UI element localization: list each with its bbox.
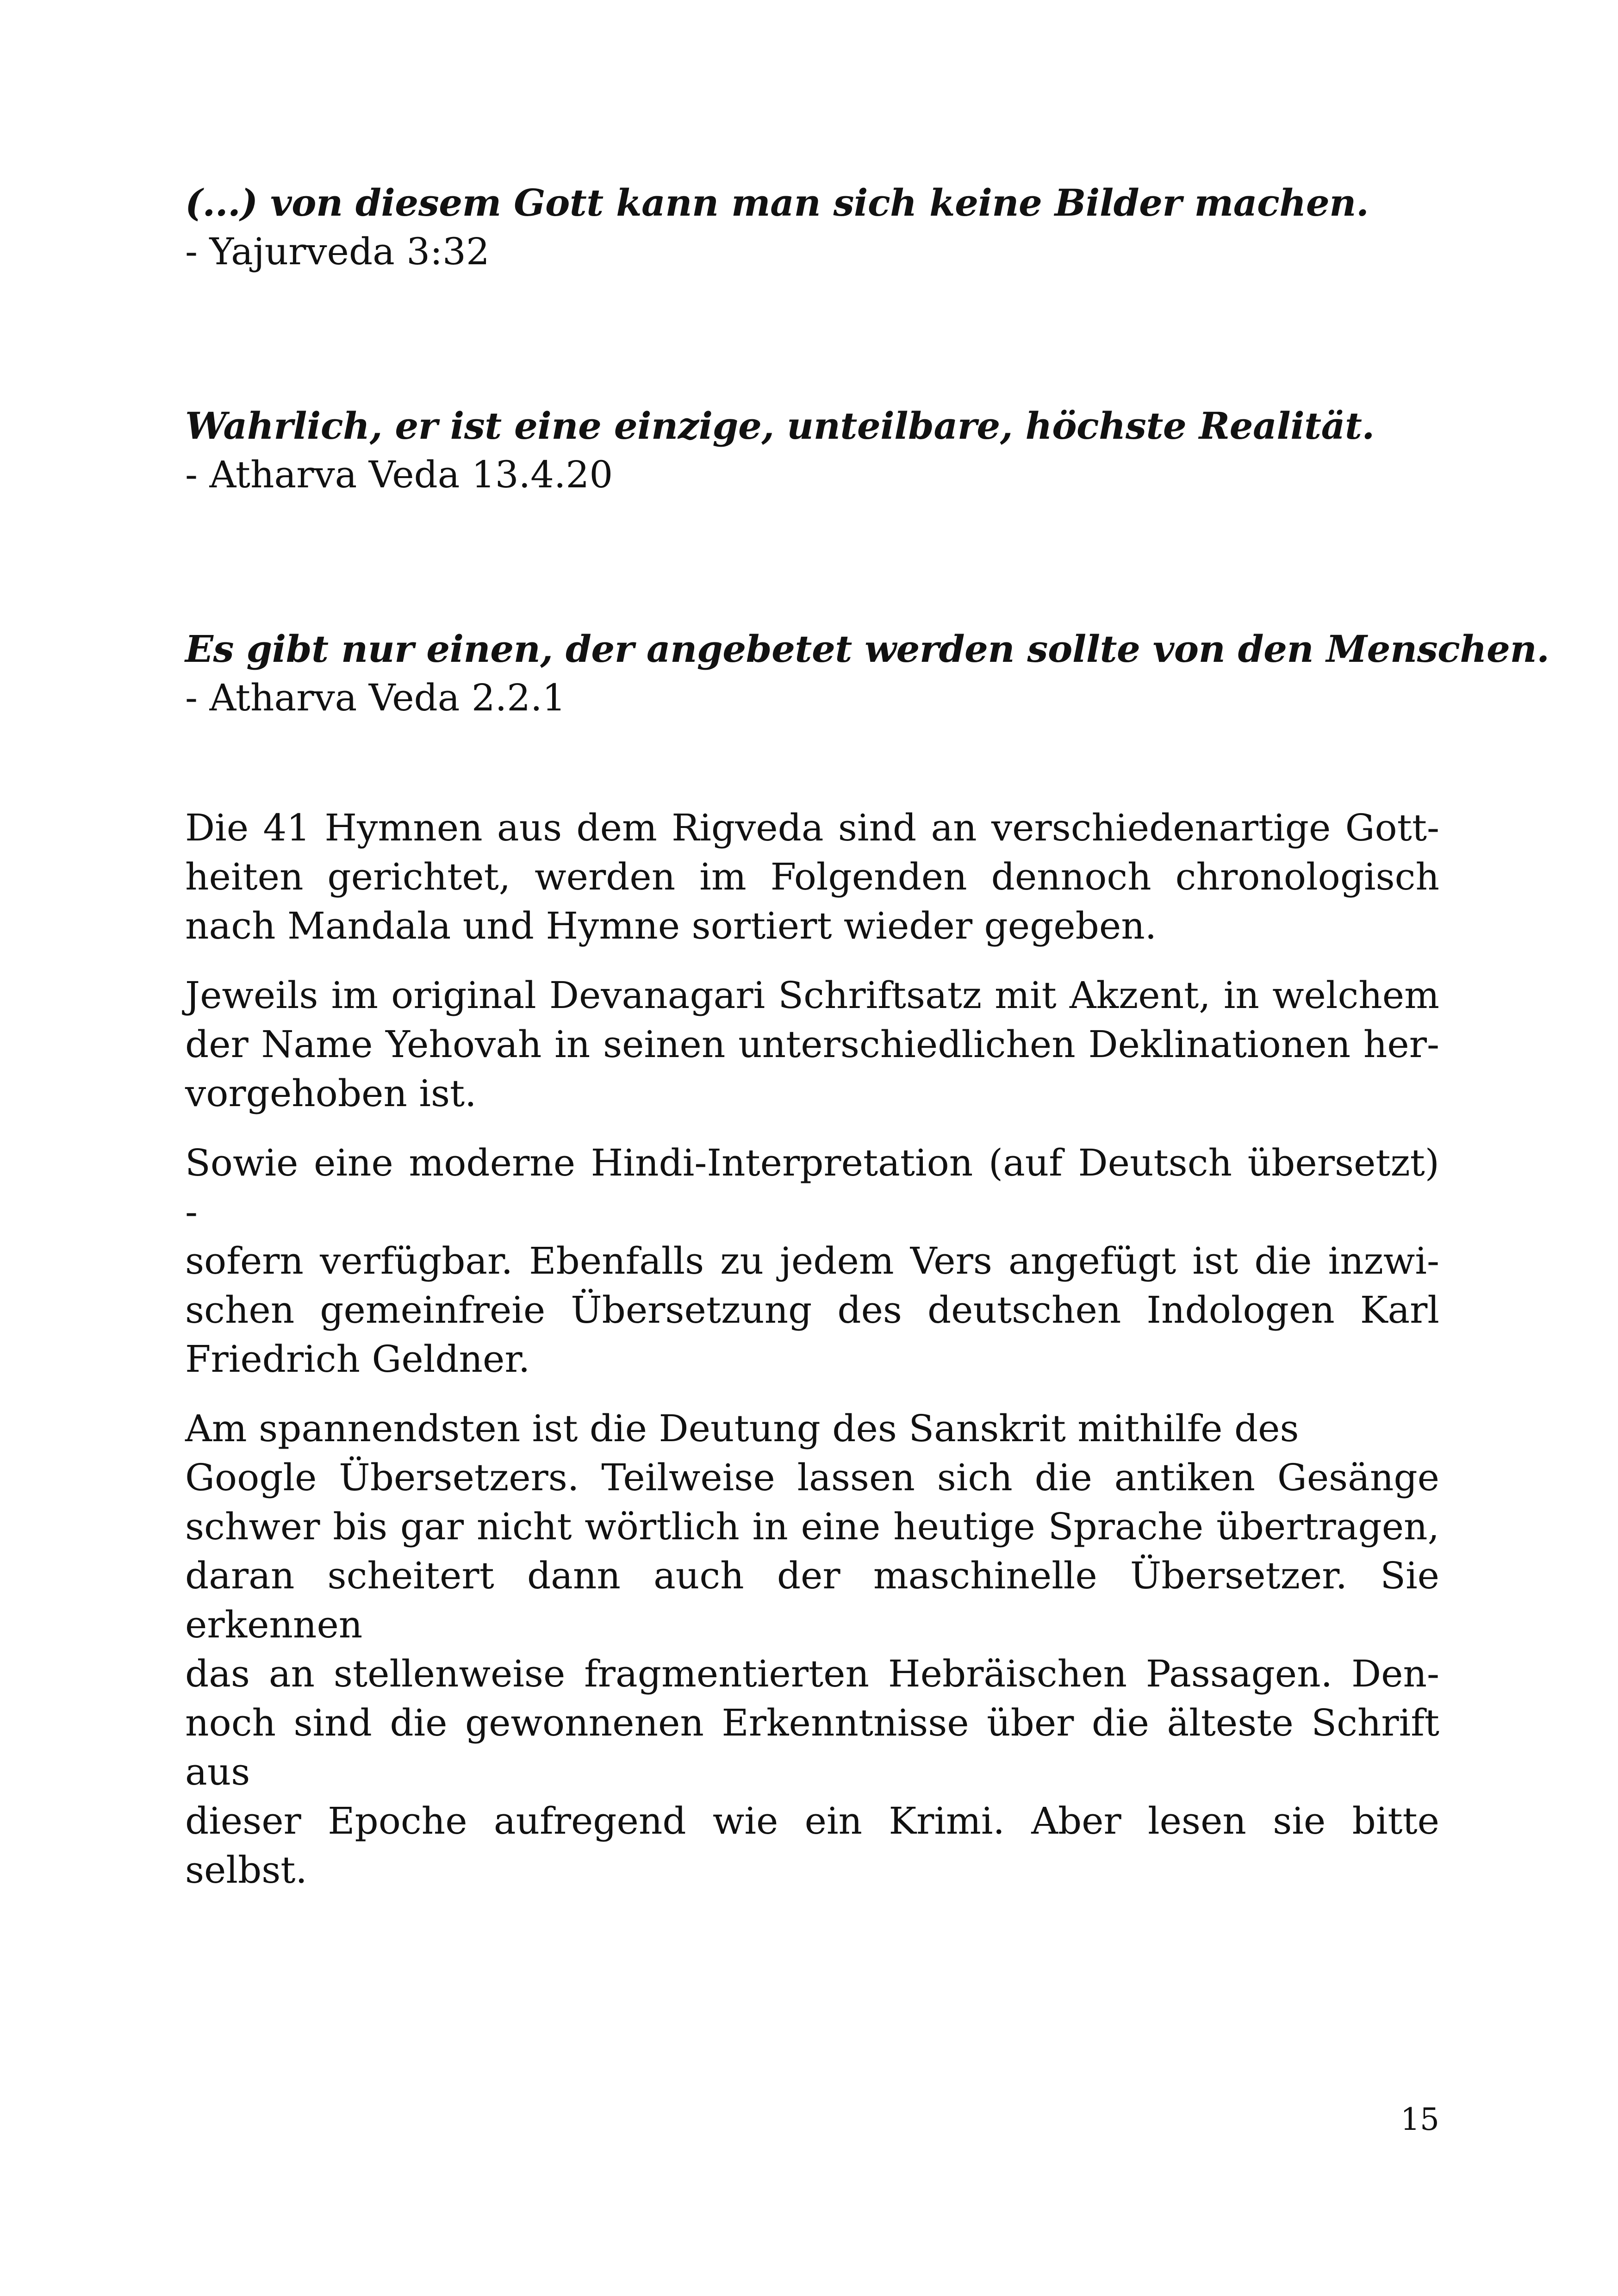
body-paragraph: [185, 1404, 1439, 1895]
paragraph-line: schwer bis gar nicht wörtlich in eine heutige Sprache übertragen,: [185, 1505, 1439, 1548]
paragraph-line: Sowie eine moderne Hindi-Interpretation (auf Deutsch übersetzt) -: [185, 1141, 1439, 1233]
paragraph-line: das an stellenweise fragmentierten Hebräischen Passagen. Den-: [185, 1652, 1439, 1695]
paragraph-line: vorgehoben ist.: [185, 1072, 477, 1115]
page-content: [185, 178, 1550, 1915]
quote-source: - Atharva Veda 13.4.20: [185, 453, 613, 496]
quote-text: Wahrlich, er ist eine einzige, unteilbare, höchste Realität.: [185, 404, 1375, 448]
paragraph-line: Die 41 Hymnen aus dem Rigveda sind an verschiedenartige Gott-: [185, 806, 1439, 849]
quote-source: - Atharva Veda 2.2.1: [185, 676, 566, 719]
paragraph-line: dieser Epoche aufregend wie ein Krimi. Aber lesen sie bitte selbst.: [185, 1799, 1439, 1892]
quote-block: [185, 178, 1439, 276]
quote-source: - Yajurveda 3:32: [185, 230, 490, 273]
paragraph-line: Jeweils im original Devanagari Schriftsatz mit Akzent, in welchem: [185, 974, 1439, 1017]
paragraph-line: daran scheitert dann auch der maschinelle Übersetzer. Sie erkennen: [185, 1554, 1439, 1646]
paragraph-line: heiten gerichtet, werden im Folgenden dennoch chronologisch: [185, 855, 1439, 898]
quote-block: [185, 624, 1550, 722]
paragraph-line: Am spannendsten ist die Deutung des Sanskrit mithilfe des: [185, 1407, 1299, 1450]
paragraph-line: Friedrich Geldner.: [185, 1338, 530, 1381]
body-paragraph: [185, 971, 1439, 1118]
quote-text: (...) von diesem Gott kann man sich keine Bilder machen.: [185, 181, 1369, 224]
paragraph-line: Google Übersetzers. Teilweise lassen sich die antiken Gesänge: [185, 1456, 1439, 1499]
paragraph-line: nach Mandala und Hymne sortiert wieder gegeben.: [185, 904, 1157, 947]
body-paragraph: [185, 803, 1439, 951]
paragraph-line: schen gemeinfreie Übersetzung des deutschen Indologen Karl: [185, 1288, 1439, 1332]
paragraph-line: der Name Yehovah in seinen unterschiedlichen Deklinationen her-: [185, 1023, 1439, 1066]
quote-block: [185, 401, 1439, 499]
body-paragraph: [185, 1139, 1439, 1384]
paragraph-line: noch sind die gewonnenen Erkenntnisse über die älteste Schrift aus: [185, 1701, 1439, 1793]
paragraph-line: sofern verfügbar. Ebenfalls zu jedem Vers angefügt ist die inzwi-: [185, 1239, 1439, 1282]
page-number: 15: [1400, 2102, 1439, 2137]
quote-text: Es gibt nur einen, der angebetet werden sollte von den Menschen.: [185, 627, 1550, 671]
